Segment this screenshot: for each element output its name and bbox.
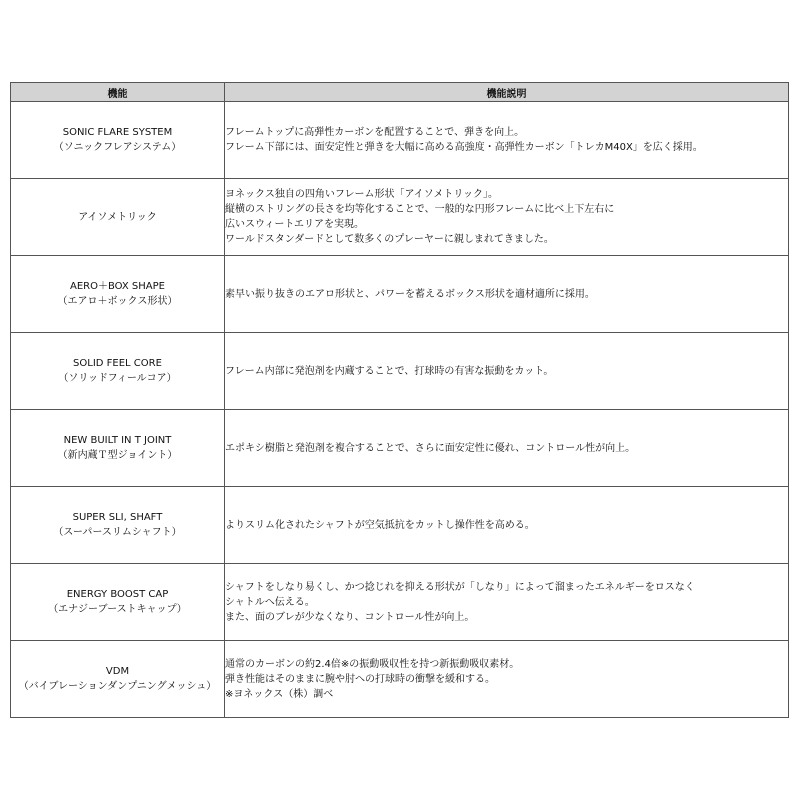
feature-description-cell: [225, 564, 789, 641]
table-row: [11, 410, 789, 487]
feature-name-line: SOLID FEEL CORE: [73, 358, 162, 369]
table-row: [11, 641, 789, 718]
description-line: シャフトをしなり易くし、かつ捻じれを抑える形状が「しなり」によって溜まったエネルギーをロスなく: [225, 581, 695, 593]
table-row: [11, 564, 789, 641]
feature-description-cell: [225, 410, 789, 487]
feature-name-line: （バイブレーションダンプニングメッシュ）: [18, 681, 217, 692]
feature-name-cell: [11, 641, 225, 718]
description-line: ※ヨネックス（株）調べ: [225, 688, 334, 700]
table-header-row: [11, 83, 789, 102]
description-line: ワールドスタンダードとして数多くのプレーヤーに親しまれてきました。: [225, 234, 554, 245]
feature-name-line: （新内蔵Ｔ型ジョイント）: [57, 450, 178, 461]
description-line: よりスリム化されたシャフトが空気抵抗をカットし操作性を高める。: [225, 519, 535, 531]
feature-name-line: NEW BUILT IN T JOINT: [63, 435, 172, 446]
feature-name-line: （エアロ＋ボックス形状）: [57, 296, 178, 307]
description-column-header: 機能説明: [225, 83, 789, 102]
description-line: 縦横のストリングの長さを均等化することで、一般的な円形フレームに比べ上下左右に: [225, 204, 615, 215]
feature-name-line: VDM: [105, 666, 130, 677]
feature-description-cell: [225, 641, 789, 718]
feature-column-header: 機能: [11, 83, 225, 102]
description-line: ヨネックス独自の四角いフレーム形状「アイソメトリック」。: [225, 189, 498, 200]
description-line: 広いスウィートエリアを実現。: [225, 219, 364, 230]
description-line: 弾き性能はそのままに腕や肘への打球時の衝撃を緩和する。: [225, 673, 495, 685]
feature-name-line: SONIC FLARE SYSTEM: [62, 127, 173, 138]
description-line: また、面のブレが少なくなり、コントロール性が向上。: [225, 611, 475, 623]
table-row: [11, 256, 789, 333]
description-line: 通常のカーボンの約2.4倍※の振動吸収性を持つ新振動吸収素材。: [225, 658, 520, 670]
feature-name-cell: [11, 179, 225, 256]
feature-name-line: アイソメトリック: [78, 211, 157, 223]
feature-description-cell: [225, 179, 789, 256]
table-row: [11, 487, 789, 564]
description-line: シャトルへ伝える。: [225, 596, 315, 608]
feature-description-cell: [225, 256, 789, 333]
description-line: フレーム下部には、面安定性と弾きを大幅に高める高強度・高弾性カーボン「トレカM40X」を広く採用。: [225, 142, 703, 153]
feature-name-line: （スーパースリムシャフト）: [53, 527, 182, 538]
table-row: [11, 179, 789, 256]
description-line: フレーム内部に発泡剤を内蔵することで、打球時の有害な振動をカット。: [225, 365, 554, 377]
feature-description-cell: [225, 102, 789, 179]
feature-name-line: SUPER SLI, SHAFT: [72, 512, 163, 523]
description-line: フレームトップに高弾性カーボンを配置することで、弾きを向上。: [225, 127, 525, 138]
feature-table: [10, 82, 789, 718]
feature-name-cell: [11, 102, 225, 179]
feature-name-cell: [11, 487, 225, 564]
description-line: エポキシ樹脂と発泡剤を複合することで、さらに面安定性に優れ、コントロール性が向上。: [225, 442, 636, 454]
table-body: [11, 102, 789, 718]
description-line: 素早い振り抜きのエアロ形状と、パワーを蓄えるボックス形状を適材適所に採用。: [225, 288, 595, 300]
table-row: [11, 102, 789, 179]
feature-description-cell: [225, 487, 789, 564]
feature-name-line: （エナジーブーストキャップ）: [48, 604, 187, 615]
feature-name-cell: [11, 564, 225, 641]
feature-name-line: （ソリッドフィールコア）: [58, 373, 177, 384]
feature-name-line: ENERGY BOOST CAP: [66, 589, 169, 600]
feature-description-cell: [225, 333, 789, 410]
feature-name-line: （ソニックフレアシステム）: [53, 142, 182, 153]
feature-name-cell: [11, 256, 225, 333]
table-row: [11, 333, 789, 410]
feature-name-line: AERO＋BOX SHAPE: [70, 281, 165, 292]
feature-name-cell: [11, 410, 225, 487]
feature-name-cell: [11, 333, 225, 410]
